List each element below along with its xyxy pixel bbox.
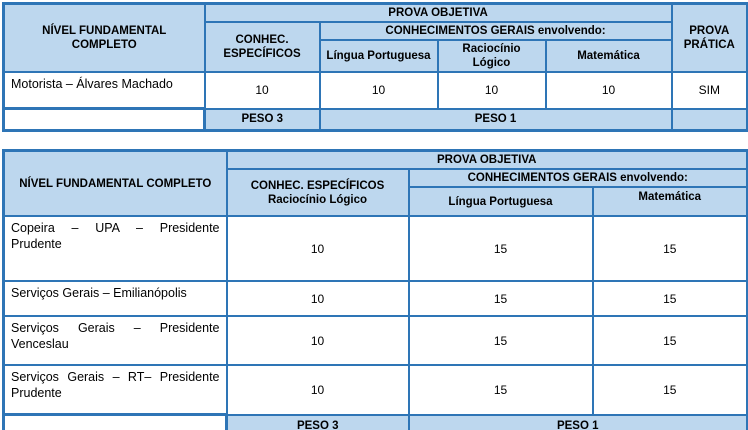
score-cell-lingua: 10: [320, 72, 438, 109]
score-cell-lingua: 15: [409, 316, 593, 365]
cargo-cell: Serviços Gerais – Presidente Venceslau: [4, 316, 227, 365]
prova-pratica-header: PROVA PRÁTICA: [672, 4, 748, 73]
score-cell-conhec: 10: [205, 72, 320, 109]
prova-objetiva-header: PROVA OBJETIVA: [227, 151, 748, 170]
peso-1-cell: PESO 1: [320, 109, 672, 131]
table-row: [4, 216, 748, 281]
subject-header-raciocinio: Raciocínio Lógico: [438, 40, 546, 72]
score-cell-matematica: 15: [593, 365, 748, 415]
subject-header-lingua: Língua Portuguesa: [320, 40, 438, 72]
score-cell-matematica: 10: [546, 72, 672, 109]
table-row: [4, 316, 748, 365]
peso-row: [4, 109, 748, 131]
header-row-1: [4, 151, 748, 170]
score-cell-matematica: 15: [593, 316, 748, 365]
score-cell-lingua: 15: [409, 216, 593, 281]
table-row: [4, 365, 748, 415]
header-row-1: [4, 4, 748, 23]
level-header-cell: NÍVEL FUNDAMENTAL COMPLETO: [4, 4, 205, 73]
table-row: [4, 72, 748, 109]
score-cell-conhec: 10: [227, 281, 409, 316]
peso-empty-cell: [672, 109, 748, 131]
score-table-motorista: [2, 2, 748, 132]
blank-cell: [4, 109, 205, 131]
peso-1-cell: PESO 1: [409, 415, 748, 430]
peso-3-cell: PESO 3: [227, 415, 409, 430]
conhecimentos-gerais-header: CONHECIMENTOS GERAIS envolvendo:: [409, 169, 748, 187]
score-cell-raciocinio: 10: [438, 72, 546, 109]
score-cell-conhec: 10: [227, 216, 409, 281]
cargo-cell: Serviços Gerais – Emilianópolis: [4, 281, 227, 316]
score-cell-conhec: 10: [227, 316, 409, 365]
cargo-cell: Serviços Gerais – RT– Presidente Prudente: [4, 365, 227, 415]
peso-3-cell: PESO 3: [205, 109, 320, 131]
prova-objetiva-header: PROVA OBJETIVA: [205, 4, 672, 23]
subject-header-lingua: Língua Portuguesa: [409, 187, 593, 216]
score-cell-matematica: 15: [593, 281, 748, 316]
conhec-especificos-line2: Raciocínio Lógico: [267, 193, 368, 206]
score-cell-lingua: 15: [409, 281, 593, 316]
conhec-especificos-line1: CONHEC. ESPECÍFICOS: [250, 179, 385, 192]
level-header-cell: NÍVEL FUNDAMENTAL COMPLETO: [4, 151, 227, 217]
peso-row: [4, 415, 748, 430]
subject-header-matematica: Matemática: [546, 40, 672, 72]
score-cell-conhec: 10: [227, 365, 409, 415]
conhecimentos-gerais-header: CONHECIMENTOS GERAIS envolvendo:: [320, 22, 672, 40]
score-table-fundamental-completo: [2, 149, 748, 430]
conhec-especificos-header: CONHEC. ESPECÍFICOS: [205, 22, 320, 72]
score-cell-matematica: 15: [593, 216, 748, 281]
cargo-cell: Motorista – Álvares Machado: [4, 72, 205, 109]
score-cell-lingua: 15: [409, 365, 593, 415]
conhec-especificos-header: [227, 169, 409, 216]
subject-header-matematica: Matemática: [593, 187, 748, 216]
cargo-cell: Copeira – UPA – Presidente Prudente: [4, 216, 227, 281]
blank-cell: [4, 415, 227, 430]
table-row: [4, 281, 748, 316]
prova-pratica-cell: SIM: [672, 72, 748, 109]
